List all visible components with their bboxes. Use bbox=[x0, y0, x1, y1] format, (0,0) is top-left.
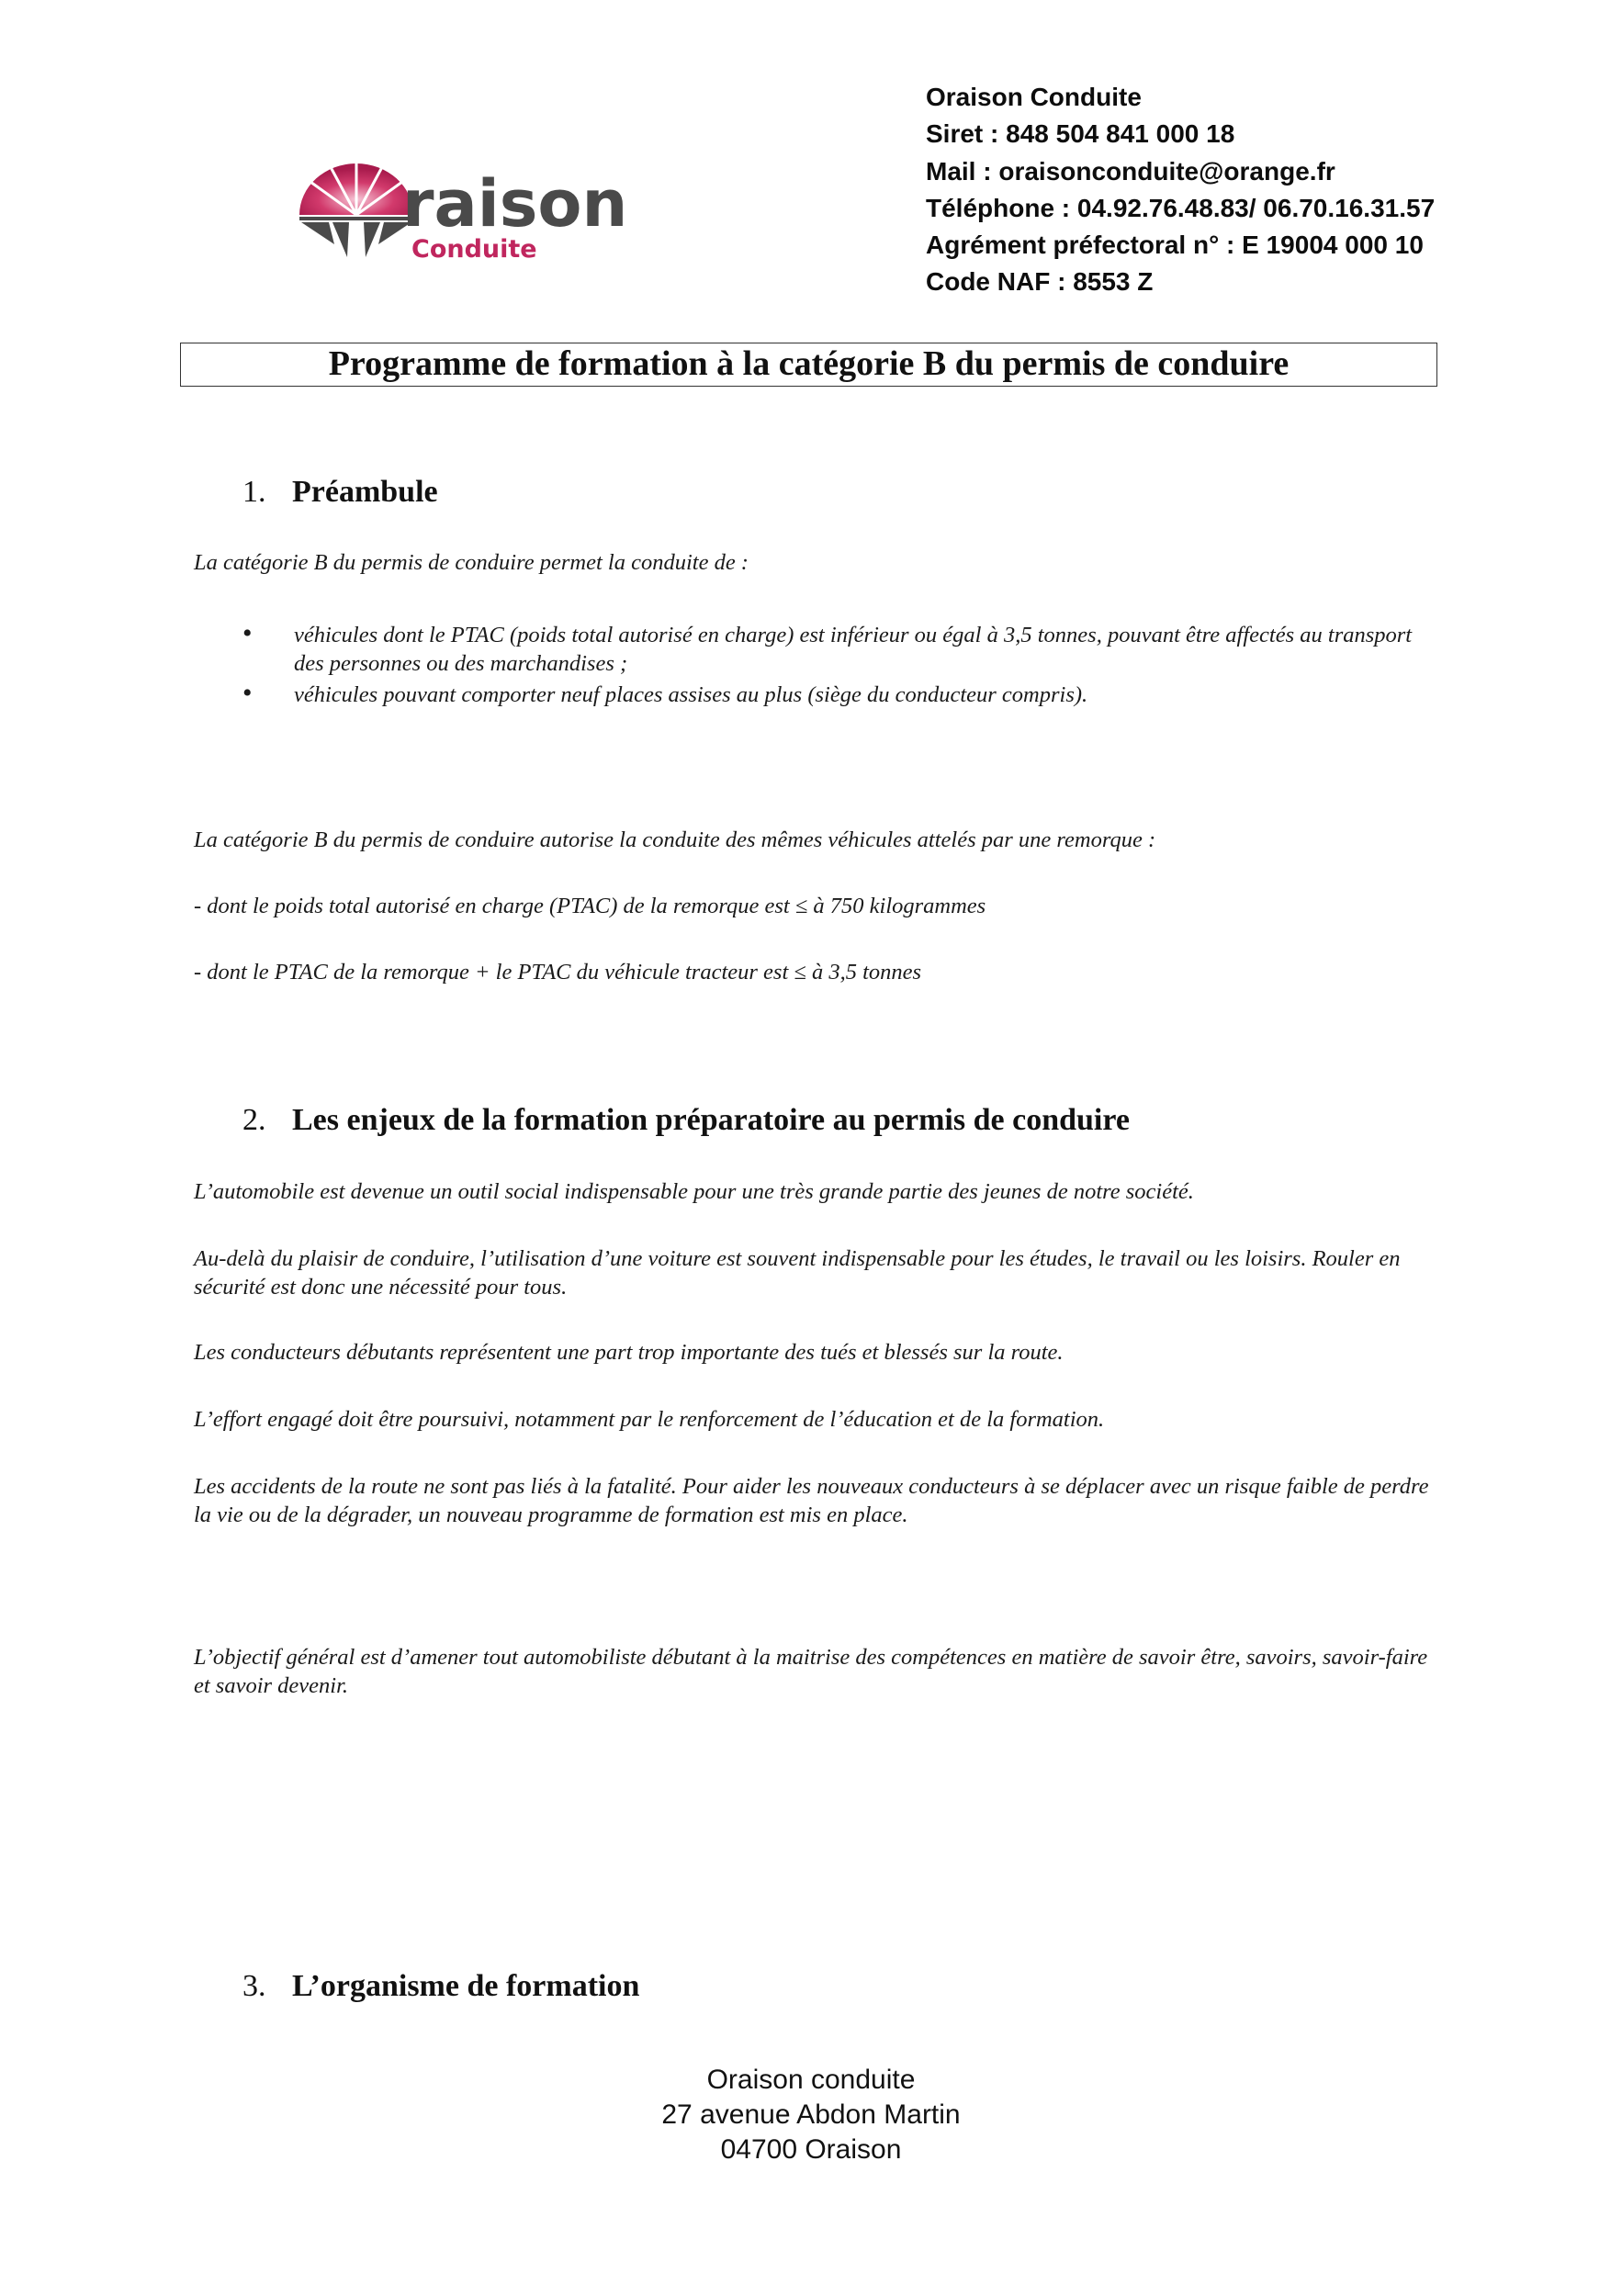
section-number: 3. bbox=[242, 1969, 266, 2003]
logo-word-main: raison bbox=[402, 166, 628, 242]
list-item bbox=[242, 618, 1446, 679]
logo-word-sub: Conduite bbox=[411, 235, 537, 264]
paragraph: L’effort engagé doit être poursuivi, notamment par le renforcement de l’éducation et de la formation. bbox=[194, 1407, 1105, 1432]
section-title: Préambule bbox=[292, 475, 438, 509]
section-3-heading bbox=[242, 1968, 639, 2005]
trailer-intro: La catégorie B du permis de conduire autorise la conduite des mêmes véhicules attelés par une remorque : bbox=[194, 827, 1156, 852]
company-logo bbox=[292, 156, 641, 266]
section-1-intro: La catégorie B du permis de conduire permet la conduite de : bbox=[194, 550, 749, 575]
paragraph: Les accidents de la route ne sont pas liés à la fatalité. Pour aider les nouveaux conducteurs à se déplacer avec un risque faible de perdre la vie ou de la dégrader, un nouveau programme de formation est mis en place. bbox=[194, 1474, 1429, 1527]
address-street: 27 avenue Abdon Martin bbox=[661, 2099, 961, 2130]
address-city: 04700 Oraison bbox=[720, 2134, 902, 2165]
list-item-text: véhicules dont le PTAC (poids total autorisé en charge) est inférieur ou égal à 3,5 tonnes, pouvant être affectés au transport des personnes ou des marchandises ; bbox=[294, 623, 1413, 676]
section-number: 2. bbox=[242, 1103, 266, 1137]
company-info bbox=[926, 79, 1605, 301]
section-2-heading bbox=[242, 1102, 1130, 1139]
company-phone: Téléphone : 04.92.76.48.83/ 06.70.16.31.57 bbox=[926, 193, 1436, 222]
paragraph: L’automobile est devenue un outil social indispensable pour une très grande partie des jeunes de notre société. bbox=[194, 1179, 1194, 1204]
organisation-address bbox=[535, 2063, 1087, 2167]
section-title: L’organisme de formation bbox=[292, 1969, 640, 2003]
address-name: Oraison conduite bbox=[706, 2065, 916, 2095]
paragraph: Au-delà du plaisir de conduire, l’utilisation d’une voiture est souvent indispensable pour les études, le travail ou les loisirs. Rouler en sécurité est donc une nécessité pour tous. bbox=[194, 1246, 1401, 1300]
company-mail: Mail : oraisonconduite@orange.fr bbox=[926, 156, 1335, 186]
document-title: Programme de formation à la catégorie B du permis de conduire bbox=[328, 344, 1290, 383]
trailer-rule-1: - dont le poids total autorisé en charge (PTAC) de la remorque est ≤ à 750 kilogrammes bbox=[194, 894, 986, 918]
paragraph: L’objectif général est d’amener tout automobiliste débutant à la maitrise des compétences en matière de savoir être, savoirs, savoir-faire et savoir devenir. bbox=[194, 1645, 1428, 1698]
list-item-text: véhicules pouvant comporter neuf places assises au plus (siège du conducteur compris). bbox=[294, 682, 1088, 707]
bullet-icon: • bbox=[242, 678, 253, 708]
document-title-box bbox=[180, 343, 1437, 387]
company-siret: Siret : 848 504 841 000 18 bbox=[926, 119, 1235, 149]
section-number: 1. bbox=[242, 475, 266, 509]
section-1-heading bbox=[242, 474, 438, 511]
company-name: Oraison Conduite bbox=[926, 83, 1142, 111]
bullet-icon: • bbox=[242, 618, 253, 648]
section-title: Les enjeux de la formation préparatoire au permis de conduire bbox=[292, 1103, 1130, 1137]
trailer-rule-2: - dont le PTAC de la remorque + le PTAC du véhicule tracteur est ≤ à 3,5 tonnes bbox=[194, 960, 922, 985]
paragraph: Les conducteurs débutants représentent une part trop importante des tués et blessés sur la route. bbox=[194, 1340, 1064, 1365]
company-agrement: Agrément préfectoral n° : E 19004 000 10 bbox=[926, 231, 1424, 260]
list-item bbox=[242, 678, 1446, 711]
company-naf: Code NAF : 8553 Z bbox=[926, 267, 1154, 297]
